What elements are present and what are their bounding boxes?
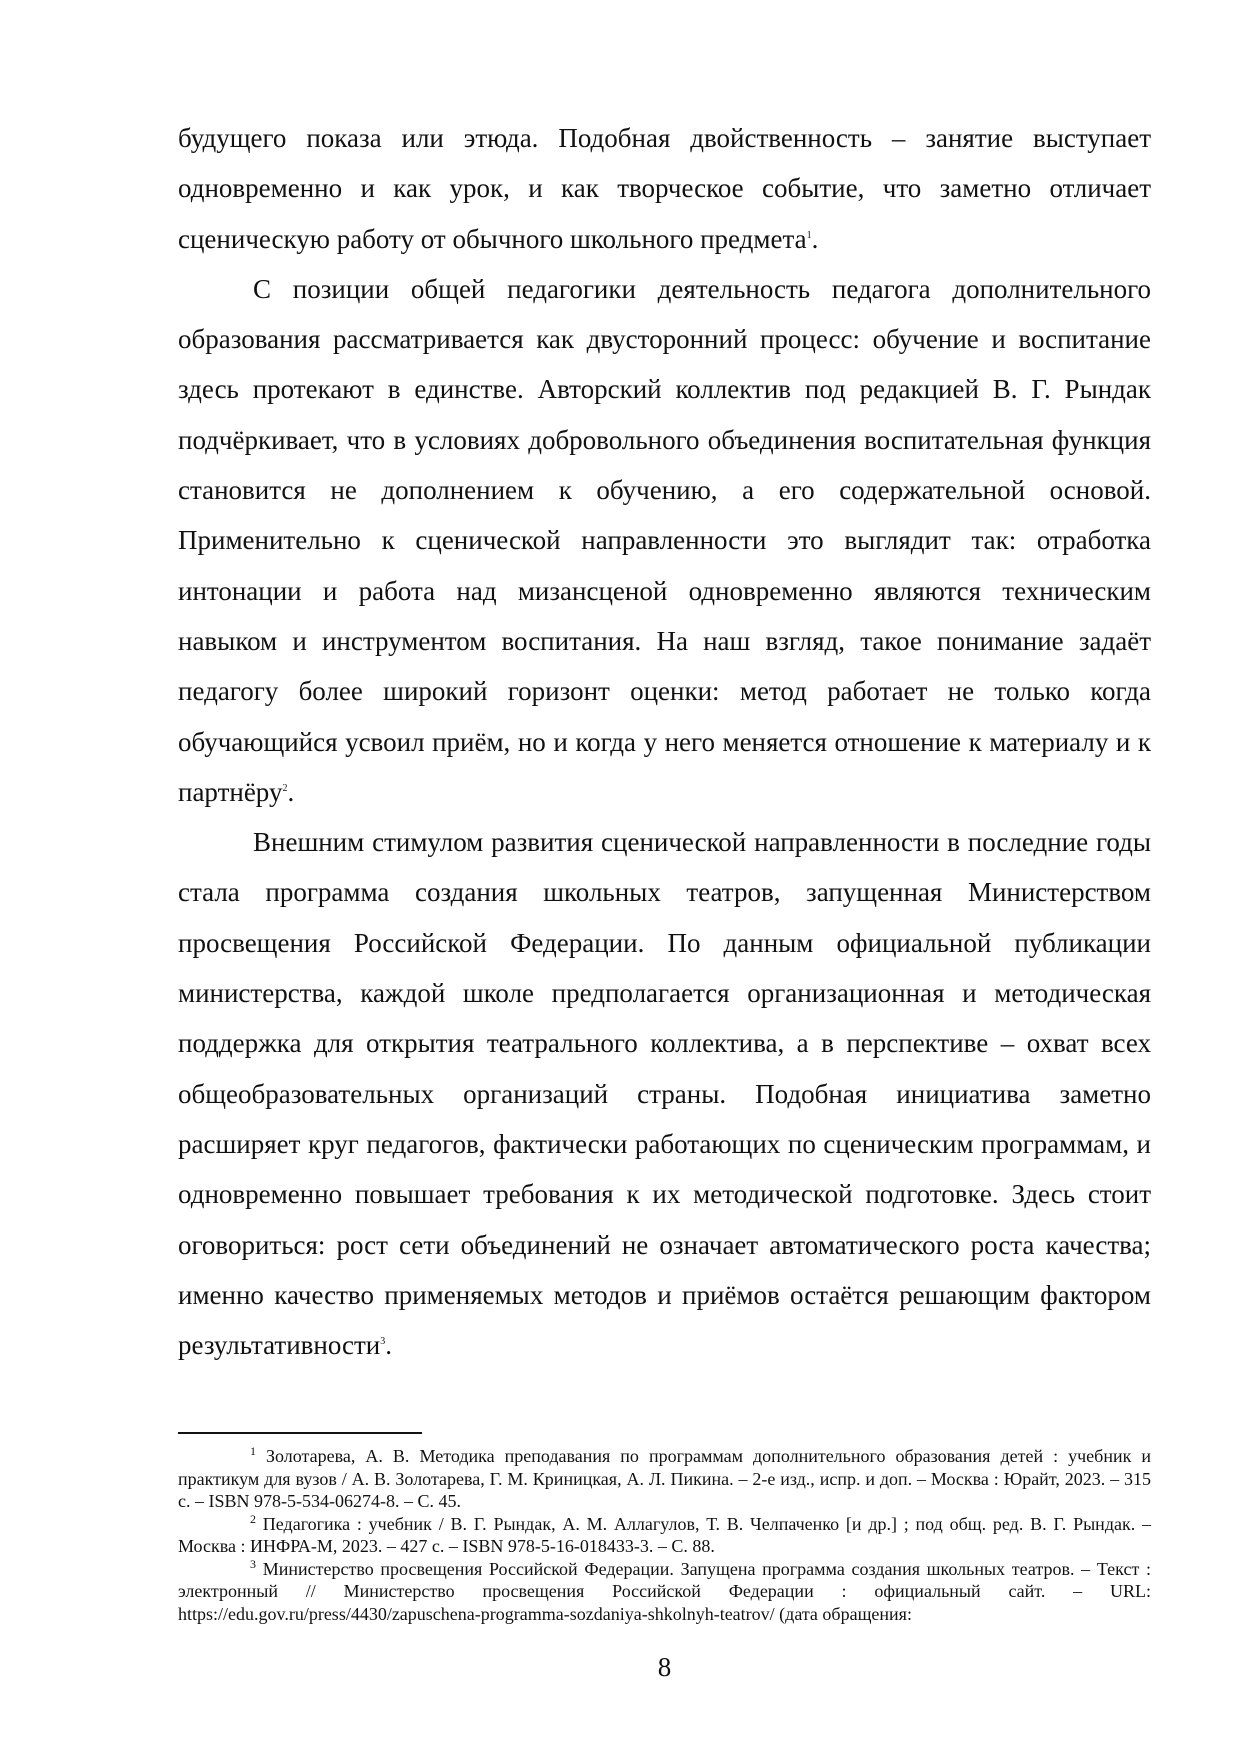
footnote-reference-2[interactable]: 2 <box>282 782 288 794</box>
paragraph-end: . <box>811 223 819 254</box>
paragraph-text: С позиции общей педагогики деятельность педагога дополнительного образования рассматривается как двусторонний процесс: обучение и воспитание здесь протекают в единстве. Авторский коллектив под редакцией В. Г. Рындак подчёркивает, что в условиях добровольного объединения воспитательная функция становится не дополнением к обучению, а его содержательной основой. Применительно к сценической направленности это выглядит так: отработка интонации и работа над мизансценой одновременно являются техническим навыком и инструментом воспитания. На наш взгляд, такое понимание задаёт педагогу более широкий горизонт оценки: метод работает не только когда обучающийся усвоил приём, но и когда у него меняется отношение к материалу и к партнёру <box>178 273 1151 807</box>
footnote-reference-1[interactable]: 1 <box>806 229 812 241</box>
footnote-3 <box>178 1558 1151 1626</box>
footnote-2 <box>178 1513 1151 1558</box>
footnote-reference-3[interactable]: 3 <box>380 1336 386 1348</box>
footnote-number: 3 <box>250 1556 256 1571</box>
footnote-number: 2 <box>250 1511 256 1526</box>
paragraph-text: будущего показа или этюда. Подобная двойственность – занятие выступает одновременно и как урок, и как творческое событие, что заметно отличает сценическую работу от обычного школьного предмета <box>178 123 1151 254</box>
footnote-1 <box>178 1445 1151 1513</box>
paragraph-end: . <box>287 776 295 807</box>
page-number: 8 <box>657 1652 672 1682</box>
paragraph-1 <box>178 113 1151 264</box>
main-text <box>178 113 1151 1370</box>
paragraph-2 <box>178 264 1151 817</box>
paragraph-end: . <box>385 1330 392 1361</box>
footnote-text: Министерство просвещения Российской Федерации. Запущена программа создания школьных театров. – Текст : электронный // Министерство просвещения Российской Федерации : официальный сайт. – URL: https://edu.gov.ru/press/4430/zapuschena-programma-sozdaniya-shkolnyh-teatrov/ (дата обращения: <box>178 1558 1152 1624</box>
paragraph-text: Внешним стимулом развития сценической направленности в последние годы стала программа создания школьных театров, запущенная Министерством просвещения Российской Федерации. По данным официальной публикации министерства, каждой школе предполагается организационная и методическая поддержка для открытия театрального коллектива, а в перспективе – охват всех общеобразовательных организаций страны. Подобная инициатива заметно расширяет круг педагогов, фактически работающих по сценическим программам, и одновременно повышает требования к их методической подготовке. Здесь стоит оговориться: рост сети объединений не означает автоматического роста качества; именно качество применяемых методов и приёмов остаётся решающим фактором результативности <box>178 827 1151 1361</box>
footnotes <box>178 1445 1151 1625</box>
footnote-number: 1 <box>250 1444 256 1458</box>
paragraph-3 <box>178 817 1151 1370</box>
footnote-text: Педагогика : учебник / В. Г. Рындак, А. М. Аллагулов, Т. В. Челпаченко [и др.] ; под общ. ред. В. Г. Рындак. – Москва : ИНФРА-М, 2023. – 427 с. – ISBN 978-5-16-018433-3. – С. 88. <box>178 1513 1151 1556</box>
footnote-separator <box>178 1432 422 1434</box>
footnote-text: Золотарева, А. В. Методика преподавания по программам дополнительного образования детей : учебник и практикум для вузов / А. В. Золотарева, Г. М. Криницкая, А. Л. Пикина. – 2-е изд., испр. и доп. – Москва : Юрайт, 2023. – 315 с. – ISBN 978-5-534-06274-8. – С. 45. <box>178 1446 1152 1511</box>
